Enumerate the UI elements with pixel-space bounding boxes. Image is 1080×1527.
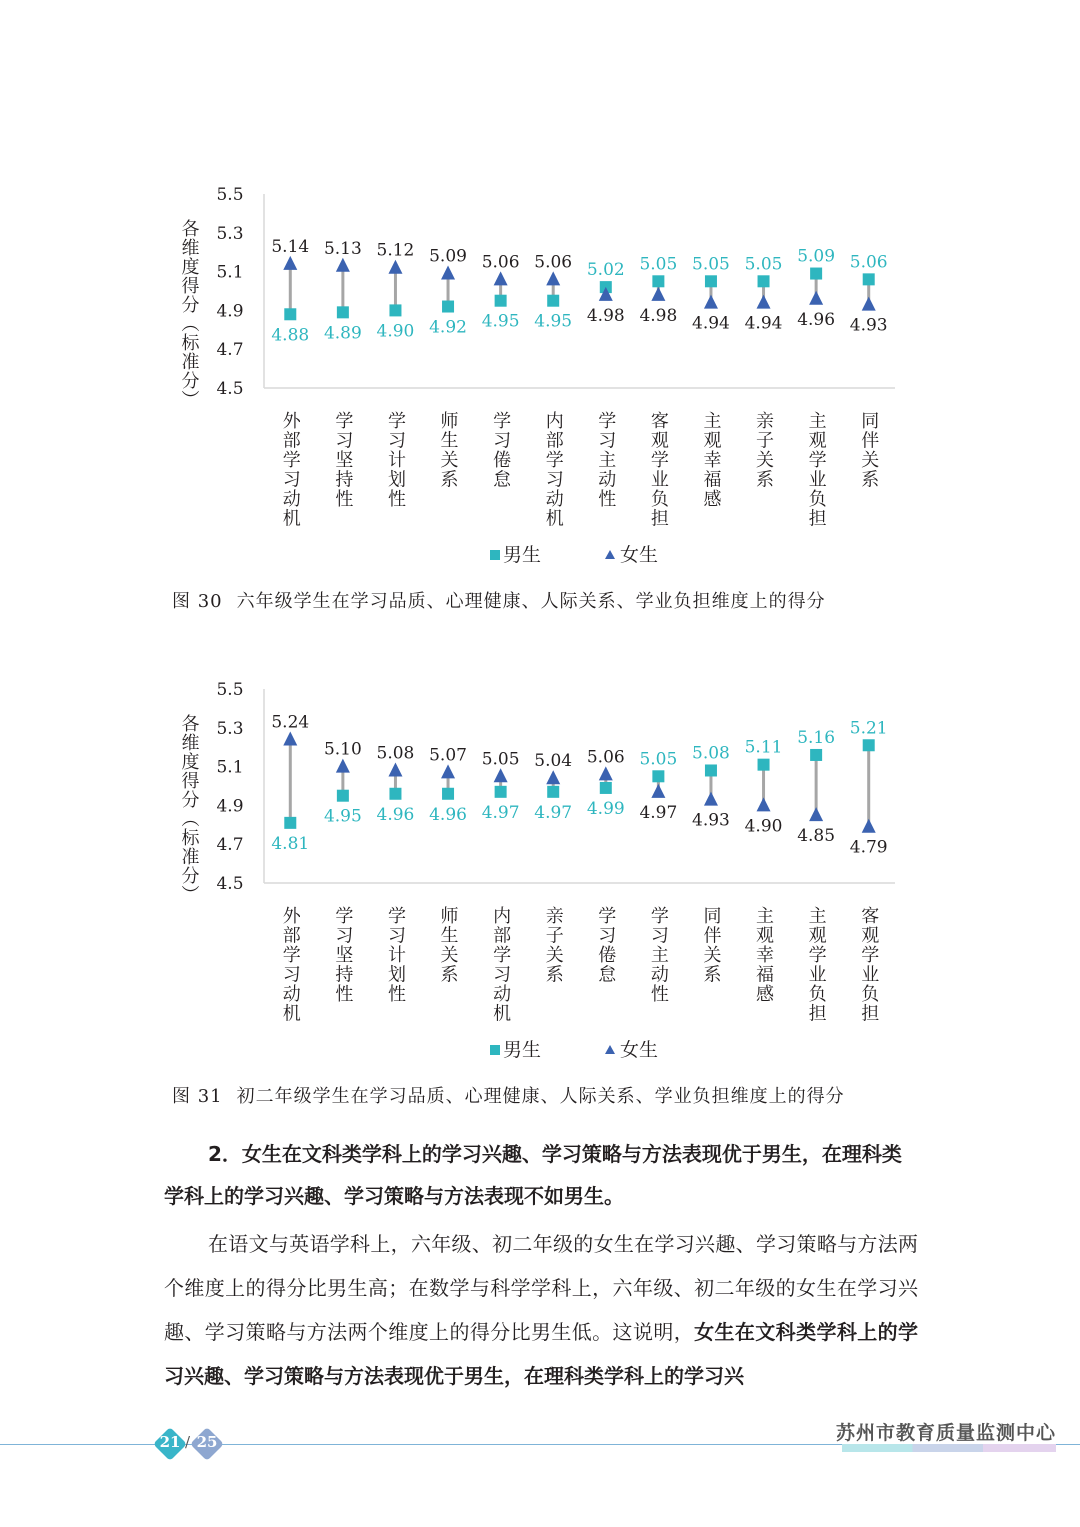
category-label: 学习计划性 [384,411,406,509]
girl-marker [546,271,560,285]
girl-marker [651,784,665,798]
organization-name: 苏州市教育质量监测中心 [835,1422,1056,1444]
y-tick-label: 5.1 [216,757,244,778]
girl-marker [757,295,771,309]
legend-boy-marker [490,550,500,560]
category-label: 学习坚持性 [332,411,354,509]
boy-marker [547,786,559,798]
girl-marker [651,287,665,301]
y-tick-label: 5.1 [216,262,244,283]
boy-marker [758,759,770,771]
girl-value-label: 5.14 [271,236,310,257]
category-label: 同伴关系 [858,411,880,489]
boy-marker [337,306,349,318]
boy-value-label: 5.08 [692,743,730,764]
girl-value-label: 5.04 [534,751,573,772]
category-label: 学习主动性 [647,906,669,1004]
girl-value-label: 5.05 [481,749,520,770]
category-label: 学习倦怠 [490,411,512,489]
boy-marker [705,764,717,776]
girl-value-label: 5.07 [429,745,467,766]
girl-marker [283,256,297,270]
boy-marker [705,275,717,287]
boy-value-label: 5.11 [744,737,783,758]
figure-number: 图 30 [172,591,223,612]
girl-value-label: 5.13 [323,238,362,259]
boy-value-label: 4.92 [429,317,467,338]
page-number-total: 25 [196,1433,218,1451]
girl-value-label: 4.98 [639,305,678,326]
boy-marker [495,786,507,798]
legend-boy-marker [490,1045,500,1055]
y-tick-label: 4.9 [216,301,244,322]
boy-marker [758,275,770,287]
boy-marker [284,817,296,829]
category-label: 内部学习动机 [490,906,512,1023]
legend-boy-label: 男生 [503,544,542,566]
category-label: 外部学习动机 [279,411,301,528]
y-tick-label: 5.3 [216,718,244,739]
legend-girl-marker [605,1045,615,1054]
boy-value-label: 4.99 [586,798,625,819]
body-paragraph [164,1222,918,1398]
y-axis-title: 各维度得分（标准分） [178,219,200,409]
boy-value-label: 5.16 [797,727,836,748]
girl-value-label: 5.09 [429,246,467,267]
y-tick-label: 5.3 [216,223,244,244]
boy-marker [810,268,822,280]
category-label: 主观学业负担 [805,411,827,528]
girl-value-label: 5.06 [481,252,520,273]
boy-marker [652,770,664,782]
category-label: 亲子关系 [542,906,564,984]
y-tick-label: 4.5 [216,379,244,399]
boy-value-label: 4.89 [323,323,362,344]
boy-marker [863,739,875,751]
category-label: 主观幸福感 [753,906,775,1004]
girl-marker [809,291,823,305]
legend-girl-marker [605,550,615,559]
figure-title: 初二年级学生在学习品质、心理健康、人际关系、学业负担维度上的得分 [236,1086,845,1107]
girl-value-label: 4.90 [744,816,783,837]
boy-value-label: 4.97 [534,802,573,823]
chart-grade6 [0,175,1080,585]
paragraph-emphasis: 女生在文科类学科上的学习兴趣、学习策略与方法表现优于男生，在理科类学科上的学习兴 [164,1320,919,1388]
girl-marker [862,819,876,833]
boy-marker [389,788,401,800]
y-tick-label: 4.7 [216,340,244,361]
girl-marker [441,266,455,280]
category-label: 师生关系 [437,906,459,984]
girl-marker [809,807,823,821]
boy-value-label: 5.02 [586,260,625,281]
girl-value-label: 5.12 [376,240,415,261]
category-label: 主观学业负担 [805,906,827,1023]
section-heading: 2．女生在文科类学科上的学习兴趣、学习策略与方法表现优于男生，在理科类学科上的学习兴趣、学习策略与方法表现不如男生。 [164,1142,902,1208]
girl-value-label: 4.96 [797,309,836,330]
girl-value-label: 4.98 [586,305,625,326]
girl-value-label: 4.79 [849,837,888,858]
girl-value-label: 4.85 [797,826,836,847]
organization-color-bar [842,1444,1056,1452]
girl-value-label: 4.93 [692,810,730,831]
girl-marker [336,258,350,272]
page-number-current: 21 [159,1433,181,1451]
category-label: 学习倦怠 [595,906,617,984]
girl-marker [388,260,402,274]
category-label: 亲子关系 [753,411,775,489]
boy-value-label: 4.96 [429,804,467,825]
boy-marker [810,749,822,761]
girl-value-label: 4.94 [744,313,783,334]
boy-value-label: 5.05 [744,254,783,275]
girl-marker [441,764,455,778]
boy-marker [442,301,454,313]
chart-grade8 [0,670,1080,1080]
boy-marker [284,308,296,320]
category-label: 同伴关系 [700,906,722,984]
boy-value-label: 4.88 [271,325,310,346]
y-tick-label: 5.5 [216,185,244,205]
girl-marker [494,768,508,782]
boy-value-label: 4.96 [376,804,415,825]
girl-value-label: 4.94 [692,313,730,334]
girl-marker [757,797,771,811]
y-axis-title: 各维度得分（标准分） [178,714,200,904]
girl-value-label: 5.24 [271,712,310,733]
girl-value-label: 5.10 [323,739,362,760]
category-label: 学习坚持性 [332,906,354,1004]
boy-marker [652,275,664,287]
girl-marker [546,770,560,784]
boy-marker [863,273,875,285]
category-label: 主观幸福感 [700,411,722,509]
category-label: 师生关系 [437,411,459,489]
girl-marker [283,731,297,745]
figure-caption-30 [172,587,826,613]
figure-number: 图 31 [172,1086,223,1107]
boy-marker [547,295,559,307]
girl-value-label: 4.97 [639,802,678,823]
boy-value-label: 4.95 [323,806,362,827]
figure-caption-31 [172,1082,845,1108]
boy-value-label: 4.81 [271,833,310,854]
y-tick-label: 4.5 [216,874,244,894]
girl-marker [388,762,402,776]
boy-value-label: 4.90 [376,321,415,342]
girl-value-label: 5.08 [376,743,415,764]
category-label: 客观学业负担 [647,411,669,528]
boy-value-label: 4.95 [534,311,573,332]
boy-value-label: 4.97 [481,802,520,823]
category-label: 外部学习动机 [279,906,301,1023]
y-tick-label: 4.7 [216,835,244,856]
boy-marker [337,790,349,802]
category-label: 内部学习动机 [542,411,564,528]
boy-value-label: 5.09 [797,246,836,267]
boy-value-label: 5.06 [849,252,888,273]
girl-value-label: 5.06 [534,252,573,273]
boy-marker [442,788,454,800]
girl-marker [336,759,350,773]
category-label: 客观学业负担 [858,906,880,1023]
paragraph-text: 在语文与英语学科上，六年级、初二年级的女生在学习兴趣、学习策略与方法两个维度上的得分比男生高；在数学与科学学科上，六年级、初二年级的女生在学习兴趣、学习策略与方法两个维度上的得分比男生低。这说明， [164,1232,918,1344]
girl-marker [862,297,876,311]
y-tick-label: 5.5 [216,680,244,700]
category-label: 学习计划性 [384,906,406,1004]
boy-value-label: 4.95 [481,311,520,332]
figure-title: 六年级学生在学习品质、心理健康、人际关系、学业负担维度上的得分 [236,591,826,612]
legend-boy-label: 男生 [503,1039,542,1061]
category-label: 学习主动性 [595,411,617,509]
boy-marker [495,295,507,307]
boy-value-label: 5.21 [849,718,888,739]
girl-marker [704,792,718,806]
boy-marker [389,304,401,316]
girl-marker [494,271,508,285]
girl-marker [599,766,613,780]
boy-value-label: 5.05 [639,749,678,770]
boy-marker [600,782,612,794]
boy-value-label: 5.05 [639,254,678,275]
girl-value-label: 4.93 [849,315,888,336]
girl-marker [704,295,718,309]
legend-girl-label: 女生 [620,1039,659,1061]
page-separator: / [185,1433,191,1451]
boy-value-label: 5.05 [692,254,730,275]
legend-girl-label: 女生 [620,544,659,566]
y-tick-label: 4.9 [216,796,244,817]
girl-value-label: 5.06 [586,747,625,768]
